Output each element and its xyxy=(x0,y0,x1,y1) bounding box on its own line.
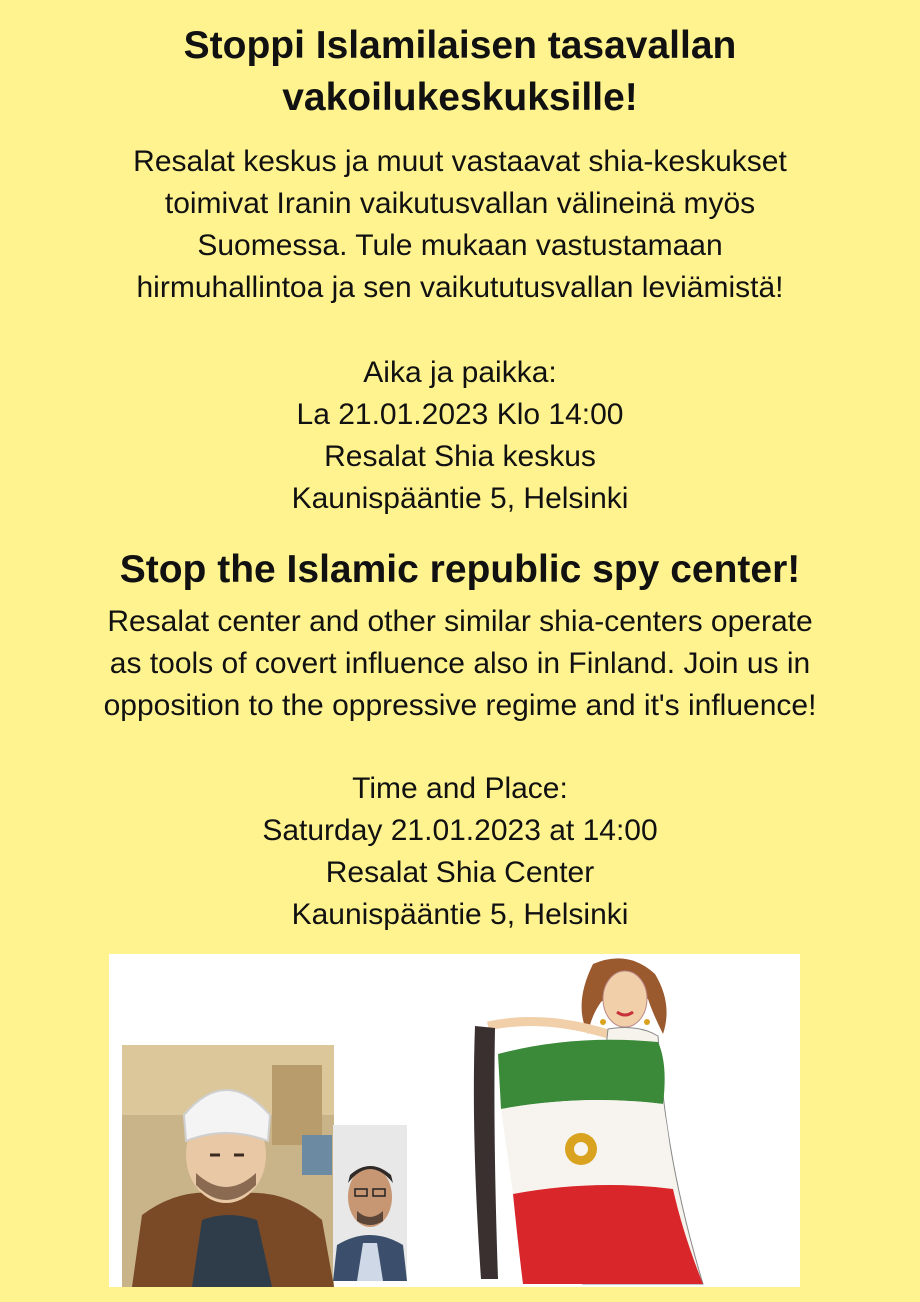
english-event-info xyxy=(0,768,920,936)
finnish-body xyxy=(0,141,920,309)
english-body-line: opposition to the oppressive regime and it's influence! xyxy=(103,689,817,722)
finnish-title xyxy=(0,20,920,124)
english-body-line: as tools of covert influence also in Finland. Join us in xyxy=(109,647,811,680)
finnish-event-info xyxy=(0,352,920,520)
finnish-body-line: toimivat Iranin vaikutusvallan välineinä myös xyxy=(164,187,756,220)
flag-drawing xyxy=(423,954,800,1287)
english-info-venue: Resalat Shia Center xyxy=(325,856,595,889)
finnish-info-address: Kaunispääntie 5, Helsinki xyxy=(291,482,629,515)
english-title: Stop the Islamic republic spy center! xyxy=(119,548,801,591)
finnish-body-line: Suomessa. Tule mukaan vastustamaan xyxy=(197,229,723,262)
finnish-title-line: Stoppi Islamilaisen tasavallan xyxy=(183,24,737,67)
english-info-heading: Time and Place: xyxy=(352,772,568,805)
cleric-photo xyxy=(122,1045,334,1287)
english-info-address: Kaunispääntie 5, Helsinki xyxy=(291,898,629,931)
finnish-info-date: La 21.01.2023 Klo 14:00 xyxy=(296,398,624,431)
english-info-date: Saturday 21.01.2023 at 14:00 xyxy=(262,814,658,847)
finnish-info-heading: Aika ja paikka: xyxy=(363,356,557,389)
finnish-title-line: vakoilukeskuksille! xyxy=(282,76,638,119)
english-body xyxy=(0,601,920,727)
photo-collage xyxy=(109,954,423,1287)
finnish-body-line: hirmuhallintoa ja sen vaikututusvallan leviämistä! xyxy=(136,271,784,304)
finnish-info-venue: Resalat Shia keskus xyxy=(324,440,596,473)
man-portrait-photo xyxy=(333,1125,407,1281)
english-body-line: Resalat center and other similar shia-centers operate xyxy=(107,605,813,638)
finnish-body-line: Resalat keskus ja muut vastaavat shia-keskukset xyxy=(133,145,787,178)
